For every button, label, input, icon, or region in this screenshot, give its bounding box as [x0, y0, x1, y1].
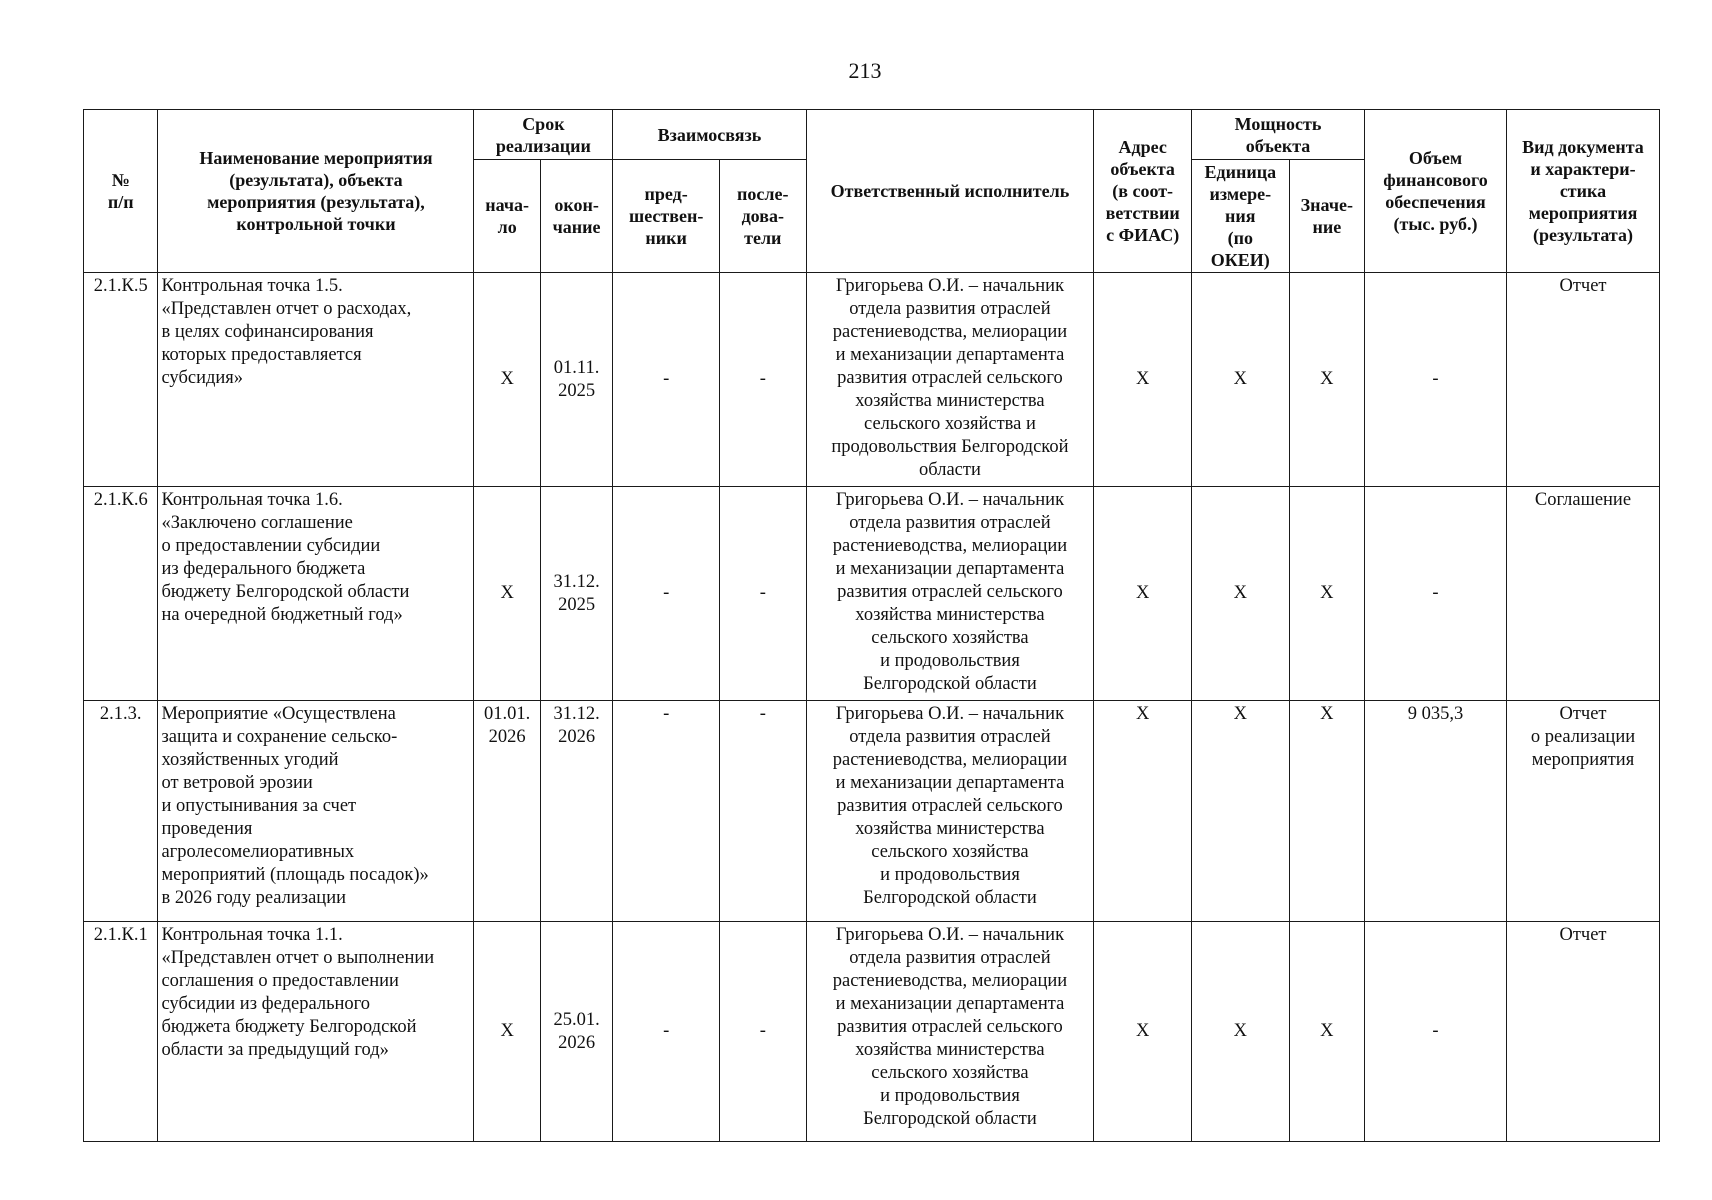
row-name: Контрольная точка 1.5. «Представлен отчет о расходах, в целях софинансирования которых предоставляется субсидия» — [158, 273, 474, 487]
row-finance: - — [1365, 922, 1507, 1142]
table-row — [84, 701, 1660, 922]
row-num: 2.1.3. — [84, 701, 158, 922]
row-start: X — [474, 487, 540, 701]
row-unit: X — [1191, 922, 1289, 1142]
row-end: 25.01. 2026 — [540, 922, 612, 1142]
row-name: Мероприятие «Осуществлена защита и сохранение сельско- хозяйственных угодий от ветровой эрозии и опустынивания за счет проведения агролесомелиоративных мероприятий (площадь посадок)» в 2026 году реализации — [158, 701, 474, 922]
row-address: X — [1094, 922, 1192, 1142]
table-row — [84, 273, 1660, 487]
row-doc-type: Отчет — [1506, 273, 1659, 487]
row-end: 01.11. 2025 — [540, 273, 612, 487]
row-prev: - — [613, 701, 720, 922]
header-executor: Ответственный исполнитель — [806, 110, 1094, 273]
plan-table — [83, 109, 1660, 1142]
row-finance: - — [1365, 487, 1507, 701]
row-doc-type: Соглашение — [1506, 487, 1659, 701]
row-name: Контрольная точка 1.1. «Представлен отчет о выполнении соглашения о предоставлении субсидии из федерального бюджета бюджету Белгородской области за предыдущий год» — [158, 922, 474, 1142]
row-value: X — [1289, 487, 1364, 701]
row-executor: Григорьева О.И. – начальник отдела развития отраслей растениеводства, мелиорации и механизации департамента развития отраслей сельского хозяйства министерства сельского хозяйства и продовольствия Белгородской области — [806, 922, 1094, 1142]
row-executor: Григорьева О.И. – начальник отдела развития отраслей растениеводства, мелиорации и механизации департамента развития отраслей сельского хозяйства министерства сельского хозяйства и продовольствия Белгородской области — [806, 701, 1094, 922]
row-finance: 9 035,3 — [1365, 701, 1507, 922]
row-num: 2.1.К.5 — [84, 273, 158, 487]
row-address: X — [1094, 701, 1192, 922]
row-unit: X — [1191, 273, 1289, 487]
row-start: 01.01. 2026 — [474, 701, 540, 922]
row-unit: X — [1191, 701, 1289, 922]
header-capacity: Мощность объекта — [1191, 110, 1364, 160]
row-start: X — [474, 273, 540, 487]
table-row — [84, 487, 1660, 701]
row-address: X — [1094, 487, 1192, 701]
row-prev: - — [613, 487, 720, 701]
row-value: X — [1289, 701, 1364, 922]
table-body — [84, 273, 1660, 1142]
row-next: - — [720, 922, 807, 1142]
header-term-end: окон- чание — [540, 160, 612, 273]
table-header — [84, 110, 1660, 273]
row-address: X — [1094, 273, 1192, 487]
page-number: 213 — [848, 58, 882, 83]
row-name: Контрольная точка 1.6. «Заключено соглашение о предоставлении субсидии из федерального бюджета бюджету Белгородской области на очередной бюджетный год» — [158, 487, 474, 701]
row-end: 31.12. 2025 — [540, 487, 612, 701]
row-value: X — [1289, 273, 1364, 487]
table-row — [84, 922, 1660, 1142]
row-end: 31.12. 2026 — [540, 701, 612, 922]
header-relation-next: после- дова- тели — [720, 160, 807, 273]
header-num: № п/п — [84, 110, 158, 273]
row-start: X — [474, 922, 540, 1142]
row-executor: Григорьева О.И. – начальник отдела развития отраслей растениеводства, мелиорации и механизации департамента развития отраслей сельского хозяйства министерства сельского хозяйства и продовольствия Белгородской области — [806, 487, 1094, 701]
row-finance: - — [1365, 273, 1507, 487]
row-num: 2.1.К.1 — [84, 922, 158, 1142]
row-next: - — [720, 273, 807, 487]
header-term: Срок реализации — [474, 110, 613, 160]
header-address: Адрес объекта (в соот- ветствии с ФИАС) — [1094, 110, 1192, 273]
header-name: Наименование мероприятия (результата), объекта мероприятия (результата), контрольной точки — [158, 110, 474, 273]
header-capacity-value: Значе- ние — [1289, 160, 1364, 273]
header-term-start: нача- ло — [474, 160, 540, 273]
header-relation-prev: пред- шествен- ники — [613, 160, 720, 273]
row-doc-type: Отчет о реализации мероприятия — [1506, 701, 1659, 922]
row-next: - — [720, 701, 807, 922]
row-doc-type: Отчет — [1506, 922, 1659, 1142]
row-prev: - — [613, 922, 720, 1142]
row-executor: Григорьева О.И. – начальник отдела развития отраслей растениеводства, мелиорации и механизации департамента развития отраслей сельского хозяйства министерства сельского хозяйства и продовольствия Белгородской области — [806, 273, 1094, 487]
row-value: X — [1289, 922, 1364, 1142]
header-capacity-unit: Единица измере- ния (по ОКЕИ) — [1191, 160, 1289, 273]
header-doc-type: Вид документа и характери- стика мероприятия (результата) — [1506, 110, 1659, 273]
header-finance: Объем финансового обеспечения (тыс. руб.) — [1365, 110, 1507, 273]
row-prev: - — [613, 273, 720, 487]
header-relation: Взаимосвязь — [613, 110, 806, 160]
row-unit: X — [1191, 487, 1289, 701]
row-num: 2.1.К.6 — [84, 487, 158, 701]
row-next: - — [720, 487, 807, 701]
